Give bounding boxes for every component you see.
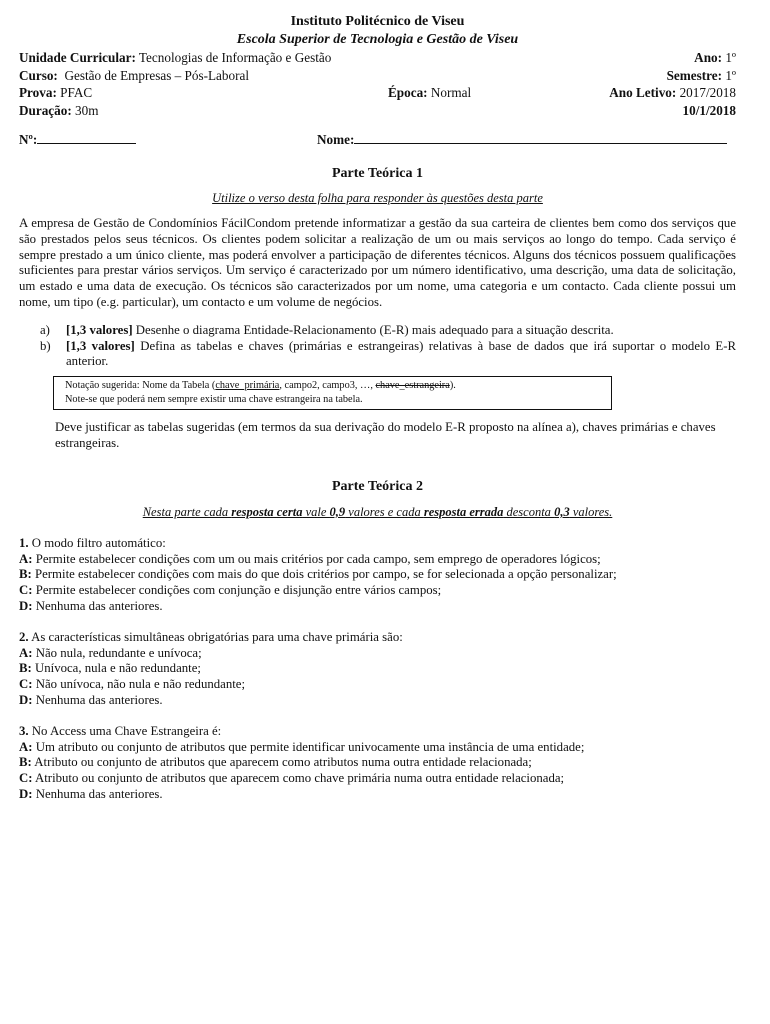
q3-option-b bbox=[19, 755, 634, 771]
notation-line-2: Note-se que poderá nem sempre existir uma chave estrangeira na tabela. bbox=[65, 394, 363, 406]
instr-text-4: desconta bbox=[503, 504, 555, 519]
q1-c-label: C: bbox=[19, 583, 33, 598]
institute-name: Instituto Politécnico de Viseu bbox=[290, 14, 465, 29]
part2-title: Parte Teórica 2 bbox=[332, 478, 423, 494]
q2-a-text: Não nula, redundante e unívoca; bbox=[32, 645, 202, 660]
question-1-stem bbox=[19, 536, 736, 552]
prova-label: Prova: bbox=[19, 85, 57, 100]
epoca-value: Normal bbox=[427, 85, 472, 100]
q1-c-text: Permite estabelecer condições com conjunção e disjunção entre vários campos; bbox=[32, 583, 442, 598]
part2-instruction bbox=[19, 505, 736, 520]
q3-d-text: Nenhuma das anteriores. bbox=[32, 786, 163, 801]
item-b-points: [1,3 valores] bbox=[66, 338, 135, 353]
ano-letivo-value: 2017/2018 bbox=[676, 85, 736, 100]
q1-option-c bbox=[19, 583, 736, 599]
semestre-label: Semestre: bbox=[666, 67, 723, 83]
nome-label: Nome: bbox=[317, 132, 355, 147]
q1-b-label: B: bbox=[19, 567, 32, 582]
instr-text-5: valores. bbox=[569, 504, 613, 519]
instr-bold-1: resposta certa bbox=[231, 504, 303, 519]
q3-a-text: Um atributo ou conjunto de atributos que permite identificar univocamente uma instância de uma entidade; bbox=[32, 739, 585, 754]
notation-box bbox=[53, 376, 612, 410]
q1-d-label: D: bbox=[19, 598, 33, 613]
q2-option-a bbox=[19, 646, 736, 662]
item-a-points: [1,3 valores] bbox=[66, 322, 133, 337]
notation-prefix: Notação sugerida: Nome da Tabela ( bbox=[65, 380, 216, 392]
instr-bold-4: 0,3 bbox=[554, 504, 570, 519]
part1-item-a bbox=[19, 323, 736, 339]
part1-justify: Deve justificar as tabelas sugeridas (em termos da sua derivação do modelo E-R proposto na alínea a), chaves primárias e chaves estrangeiras. bbox=[55, 420, 716, 450]
question-3 bbox=[19, 724, 634, 803]
instr-bold-3: resposta errada bbox=[423, 504, 504, 519]
q3-a-label: A: bbox=[19, 739, 33, 754]
part1-paragraph: A empresa de Gestão de Condomínios FácilCondom pretende informatizar a gestão da sua carteira de clientes bem como dos serviços que são prestados pelos seus técnicos. Os clientes podem solicitar a realização de um ou mais serviços ao longo do tempo. Cada serviço é sempre prestado a um único cliente, mas poderá envolver a participação de diferentes técnicos. Alguns dos técnicos possuem qualificações suficientes para prestar vários serviços. Um serviço é caracterizado por um número identificativo, uma descrição, uma data de solicitação, um estado e uma data de execução. Os técnicos são caracterizados por um nome, uma categoria e um contacto. Cada cliente possui um nome, um tipo (e.g. particular), um contacto e um volume de negócios. bbox=[19, 216, 736, 309]
q1-d-text: Nenhuma das anteriores. bbox=[32, 598, 163, 613]
q2-a-label: A: bbox=[19, 645, 33, 660]
q1-option-b bbox=[19, 567, 736, 583]
question-1 bbox=[19, 536, 736, 615]
q2-option-b bbox=[19, 661, 736, 677]
item-b-label: b) bbox=[40, 338, 51, 353]
header-row-4 bbox=[19, 102, 736, 120]
q1-a-text: Permite estabelecer condições com um ou mais critérios por cada campo, sem emprego de operadores lógicos; bbox=[32, 551, 601, 566]
q3-option-a bbox=[19, 740, 634, 756]
epoca-label: Época: bbox=[388, 85, 428, 100]
unidade-value: Tecnologias de Informação e Gestão bbox=[135, 50, 332, 65]
question-2-text: As características simultâneas obrigatórias para uma chave primária são: bbox=[28, 629, 403, 644]
q1-a-label: A: bbox=[19, 551, 33, 566]
question-3-stem bbox=[19, 724, 634, 740]
q3-c-text: Atributo ou conjunto de atributos que aparecem como chave primária numa outra entidade relacionada; bbox=[32, 771, 565, 786]
q3-b-text: Atributo ou conjunto de atributos que aparecem como atributos numa outra entidade relacionada; bbox=[31, 755, 532, 770]
notation-primary-key: chave_primária bbox=[215, 380, 280, 392]
duracao-label: Duração: bbox=[19, 102, 72, 118]
q3-c-label: C: bbox=[19, 771, 33, 786]
q2-c-text: Não unívoca, não nula e não redundante; bbox=[32, 677, 246, 692]
student-id-row bbox=[19, 132, 736, 150]
notation-line-1 bbox=[65, 379, 600, 393]
header-row-1 bbox=[19, 49, 736, 67]
instr-text-1: Nesta parte cada bbox=[142, 504, 232, 519]
q2-option-c bbox=[19, 677, 736, 693]
q2-c-label: C: bbox=[19, 677, 33, 692]
q2-d-label: D: bbox=[19, 692, 33, 707]
question-3-number: 3. bbox=[19, 723, 29, 738]
question-2-number: 2. bbox=[19, 629, 29, 644]
part1-items bbox=[19, 323, 736, 370]
q2-d-text: Nenhuma das anteriores. bbox=[32, 692, 163, 707]
part1-title: Parte Teórica 1 bbox=[332, 166, 423, 181]
prova-value: PFAC bbox=[56, 85, 93, 100]
item-a-text: Desenhe o diagrama Entidade-Relacionamento (E-R) mais adequado para a situação descrita. bbox=[132, 322, 614, 337]
curso-label: Curso: bbox=[19, 67, 58, 83]
q3-option-c bbox=[19, 771, 634, 787]
nome-field[interactable] bbox=[354, 143, 727, 144]
q1-b-text: Permite estabelecer condições com mais do que dois critérios por campo, se for selecionada a opção personalizar; bbox=[31, 567, 617, 582]
q3-option-d bbox=[19, 787, 634, 803]
notation-foreign-key: chave_estrangeira bbox=[375, 380, 450, 392]
notation-suffix: ). bbox=[449, 380, 456, 392]
q2-option-d bbox=[19, 693, 736, 709]
q3-b-label: B: bbox=[19, 755, 32, 770]
semestre-value: 1º bbox=[722, 67, 736, 83]
item-a-label: a) bbox=[40, 322, 50, 337]
instr-text-2: vale bbox=[302, 504, 330, 519]
q2-b-text: Unívoca, nula e não redundante; bbox=[31, 661, 201, 676]
exam-page bbox=[19, 13, 736, 803]
school-name: Escola Superior de Tecnologia e Gestão de Viseu bbox=[236, 32, 519, 47]
question-3-text: No Access uma Chave Estrangeira é: bbox=[28, 723, 222, 738]
unidade-label: Unidade Curricular: bbox=[19, 50, 136, 65]
q1-option-a bbox=[19, 552, 736, 568]
header-row-3 bbox=[19, 84, 736, 102]
instr-bold-2: 0,9 bbox=[329, 504, 346, 519]
numero-label: Nº: bbox=[19, 132, 38, 147]
instr-text-3: valores e cada bbox=[345, 504, 424, 519]
exam-date: 10/1/2018 bbox=[682, 102, 736, 118]
q2-b-label: B: bbox=[19, 661, 32, 676]
question-2 bbox=[19, 630, 736, 709]
curso-value: Gestão de Empresas – Pós-Laboral bbox=[57, 67, 250, 83]
ano-label: Ano: bbox=[694, 50, 723, 65]
notation-fields: , campo2, campo3, …, bbox=[279, 380, 376, 392]
question-1-text: O modo filtro automático: bbox=[28, 535, 166, 550]
duracao-value: 30m bbox=[71, 102, 99, 118]
part1-item-b bbox=[19, 339, 736, 371]
header-row-2 bbox=[19, 67, 736, 85]
question-1-number: 1. bbox=[19, 535, 29, 550]
ano-value: 1º bbox=[722, 50, 736, 65]
part1-instruction: Utilize o verso desta folha para responder às questões desta parte bbox=[212, 191, 543, 205]
numero-field[interactable] bbox=[37, 143, 136, 144]
item-b-text: Defina as tabelas e chaves (primárias e estrangeiras) relativas à base de dados que irá suportar o modelo E-R anterior. bbox=[66, 338, 736, 369]
question-2-stem bbox=[19, 630, 736, 646]
q1-option-d bbox=[19, 599, 736, 615]
ano-letivo-label: Ano Letivo: bbox=[609, 85, 677, 100]
q3-d-label: D: bbox=[19, 786, 33, 801]
